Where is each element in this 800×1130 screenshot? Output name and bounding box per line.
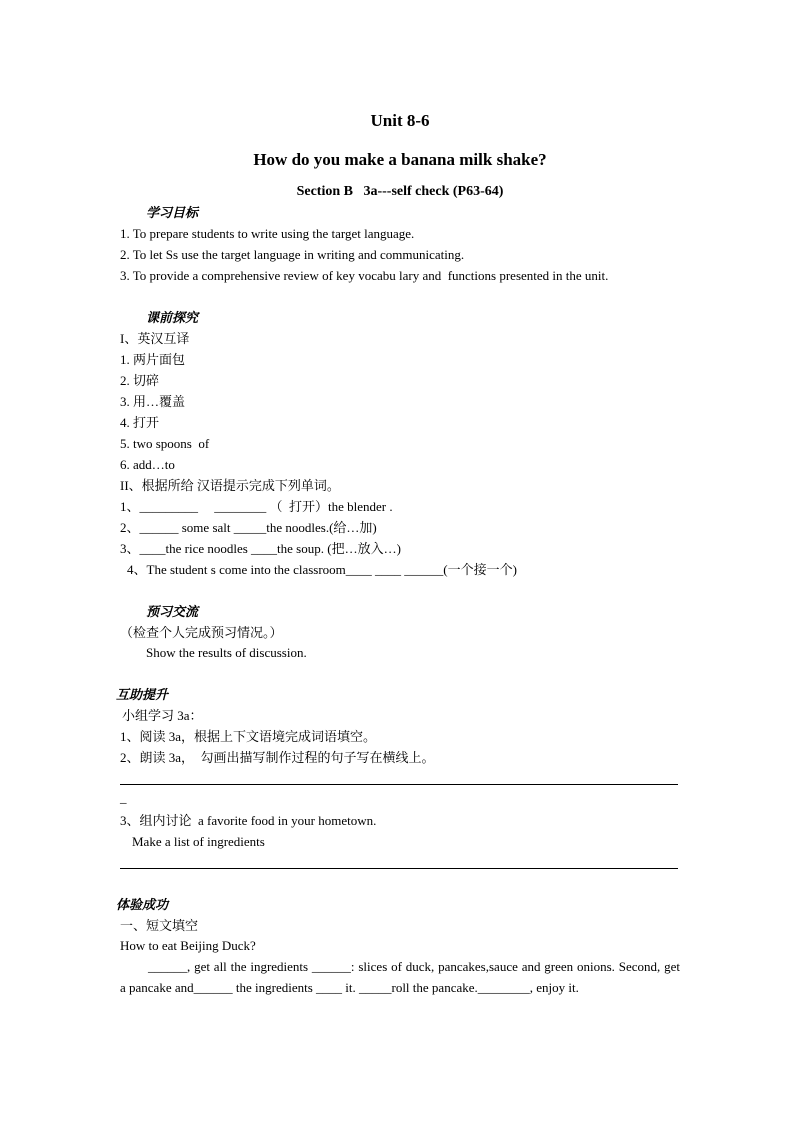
cooperation-line: 1、阅读 3a，根据上下文语境完成词语填空。	[120, 729, 377, 744]
exchange-heading: 预习交流	[146, 604, 199, 619]
goal-item: 2. To let Ss use the target language in writing and communicating.	[120, 247, 465, 262]
part2-title: II、根据所给 汉语提示完成下列单词。	[120, 478, 340, 493]
success-heading: 体验成功	[116, 897, 169, 912]
preview-heading: 课前探究	[146, 310, 199, 325]
passage-question: How to eat Beijing Duck?	[120, 938, 256, 953]
passage-body: ______, get all the ingredients ______: slices of duck, pancakes,sauce and green onions. Second, get a pancake and______ the ingredients ____ it. _____roll the pancake.________, enjoy it.	[120, 959, 680, 995]
translate-item: 2. 切碎	[120, 373, 160, 388]
section-title: Section B 3a---self check (P63-64)	[296, 184, 504, 199]
goals-heading: 学习目标	[146, 205, 199, 220]
success-part1: 一、短文填空	[120, 918, 199, 933]
answer-line	[120, 784, 678, 785]
answer-line-tail: _	[120, 790, 127, 805]
translate-item: 4. 打开	[120, 415, 160, 430]
translate-item: 6. add…to	[120, 457, 175, 472]
exchange-instruction: Show the results of discussion.	[146, 645, 307, 660]
page-title: Unit 8-6	[370, 111, 430, 130]
passage-text	[120, 956, 680, 998]
translate-item: 5. two spoons of	[120, 436, 210, 451]
translate-item: 3. 用…覆盖	[120, 394, 186, 409]
exchange-note: （检查个人完成预习情况。）	[120, 625, 283, 640]
fill-item: 4、The student s come into the classroom____ ____ ______(一个接一个)	[127, 562, 517, 577]
part1-title: I、英汉互译	[120, 331, 190, 346]
cooperation-heading: 互助提升	[116, 687, 169, 702]
fill-item: 3、____the rice noodles ____the soup. (把…放入…)	[120, 541, 401, 556]
goal-item: 3. To provide a comprehensive review of key vocabu lary and functions presented in the unit.	[120, 268, 609, 283]
fill-item: 1、_________ ________ （ 打开）the blender .	[120, 499, 393, 514]
translate-item: 1. 两片面包	[120, 352, 186, 367]
cooperation-line: 2、朗读 3a， 勾画出描写制作过程的句子写在横线上。	[120, 750, 435, 765]
fill-item: 2、______ some salt _____the noodles.(给…加)	[120, 520, 377, 535]
cooperation-item3: 3、组内讨论 a favorite food in your hometown.	[120, 813, 377, 828]
goal-item: 1. To prepare students to write using the target language.	[120, 226, 415, 241]
page-subtitle: How do you make a banana milk shake?	[253, 150, 547, 169]
cooperation-line: 小组学习 3a：	[122, 708, 203, 723]
cooperation-item3b: Make a list of ingredients	[132, 834, 265, 849]
answer-line	[120, 868, 678, 869]
